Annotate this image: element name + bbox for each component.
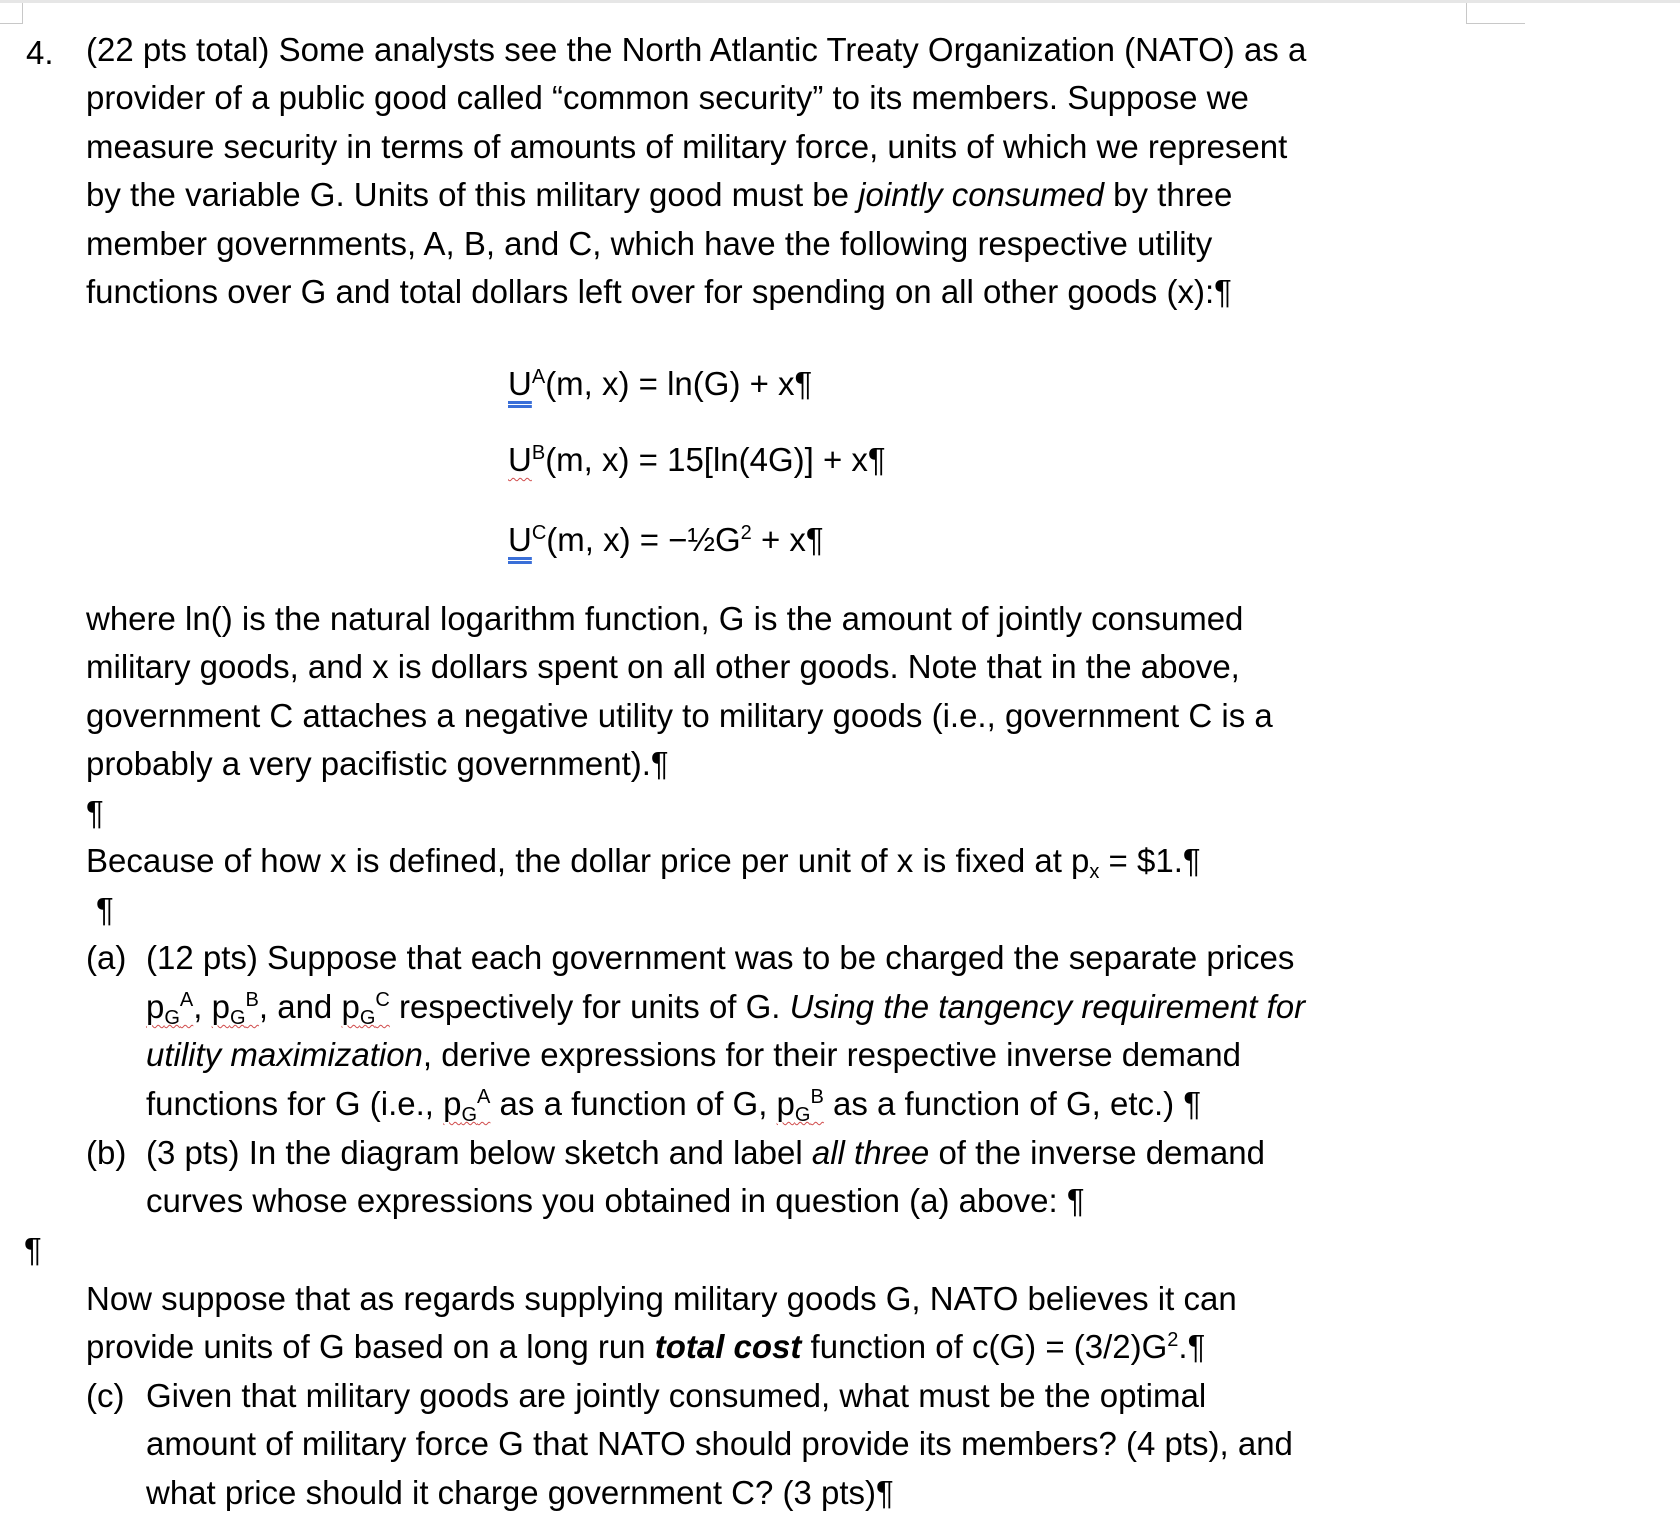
- intro-line-3: measure security in terms of amounts of military force, units of which we represent: [86, 128, 1288, 165]
- pilcrow-2: ¶: [96, 891, 114, 928]
- pilcrow-3: ¶: [24, 1231, 42, 1268]
- where-line-3: government C attaches a negative utility to military goods (i.e., government C is a: [86, 697, 1273, 734]
- equation-uc: $U^C(m$, $x) = -\frac{1}{2}G^2$ + x¶: [508, 521, 824, 558]
- intro-line-5: member governments, A, B, and C, which have the following respective utility: [86, 225, 1213, 262]
- part-a-line-2: $p_G^A$, $p_G^B$, and $p_G^C$ respectively for units of G. Using the tangency requirement for: [146, 988, 1306, 1029]
- where-line-2: military goods, and x is dollars spent on all other goods. Note that in the above,: [86, 648, 1240, 685]
- where-line-4: probably a very pacifistic government).¶: [86, 745, 669, 782]
- price-pgb-2: $p_G^B$: [776, 1085, 824, 1126]
- price-pgb: $p_G^B$: [211, 988, 259, 1029]
- part-c-line-1: Given that military goods are jointly consumed, what must be the optimal: [146, 1377, 1207, 1414]
- equation-ub: $U^B(m$, x) = 15[ln(4G)] + x¶: [508, 441, 886, 478]
- cost-line-1: Now suppose that as regards supplying military goods G, NATO believes it can: [86, 1280, 1237, 1317]
- where-line-1: where ln() is the natural logarithm function, G is the amount of jointly consumed: [86, 600, 1244, 637]
- intro-line-2: provider of a public good called “common security” to its members. Suppose we: [86, 79, 1249, 116]
- part-a-line-4: functions for G (i.e., $p_G^A$ as a function of G, $p_G^B$ as a function of G, etc.) ¶: [146, 1085, 1202, 1126]
- intro-line-1: (22 pts total) Some analysts see the North Atlantic Treaty Organization (NATO) as a: [86, 31, 1307, 68]
- equation-ua: $U^A(m$, x) = ln(G) + x¶: [508, 365, 813, 402]
- part-c-line-2: amount of military force G that NATO should provide its members? (4 pts), and: [146, 1425, 1293, 1462]
- part-b-label: (b): [86, 1134, 127, 1171]
- intro-line-4: by the variable G. Units of this military good must be jointly consumed by three: [86, 176, 1233, 213]
- part-a-line-3: utility maximization, derive expressions for their respective inverse demand: [146, 1036, 1241, 1073]
- price-line: Because of how x is defined, the dollar price per unit of x is fixed at $p_x$ = $1.¶: [86, 842, 1201, 883]
- ruler-line: [0, 0, 1680, 3]
- question-number: 4.: [26, 34, 54, 71]
- price-pga: $p_G^A$: [146, 988, 194, 1029]
- part-a-label: (a): [86, 939, 127, 976]
- intro-line-6: functions over G and total dollars left over for spending on all other goods (x):¶: [86, 273, 1232, 310]
- margin-corner-right: [1466, 3, 1525, 24]
- part-c-label: (c): [86, 1377, 125, 1414]
- margin-corner-left: [0, 3, 23, 24]
- part-a-line-1: (12 pts) Suppose that each government was to be charged the separate prices: [146, 939, 1295, 976]
- part-b-line-2: curves whose expressions you obtained in question (a) above: ¶: [146, 1182, 1085, 1219]
- price-pgc: $p_G^C$: [341, 988, 390, 1029]
- part-b-line-1: (3 pts) In the diagram below sketch and label all three of the inverse demand: [146, 1134, 1265, 1171]
- part-c-line-3: what price should it charge government C? (3 pts)¶: [146, 1474, 894, 1511]
- price-pga-2: $p_G^A$: [443, 1085, 491, 1126]
- cost-line-2: provide units of G based on a long run total cost function of $c(G) = (3/2)G^2.\P$: [86, 1328, 1206, 1365]
- pilcrow-1: ¶: [86, 794, 104, 831]
